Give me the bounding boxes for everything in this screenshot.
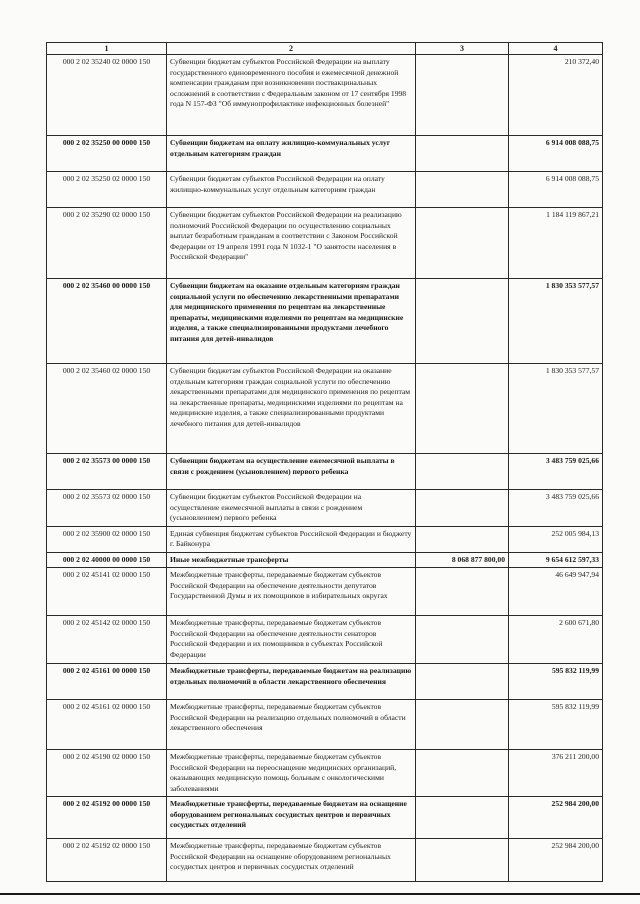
amount-col3-cell xyxy=(416,750,509,797)
amount-col4-cell: 1 830 353 577,57 xyxy=(509,364,603,454)
table-row xyxy=(47,136,603,172)
item-name-cell: Межбюджетные трансферты, передаваемые бюджетам субъектов Российской Федерации на обеспечение деятельности депутатов Государственной Думы и их помощников в избирательных округах xyxy=(167,568,416,616)
amount-col4-cell: 6 914 008 088,75 xyxy=(509,172,603,208)
column-header-1: 1 xyxy=(47,43,167,55)
table-row xyxy=(47,664,603,700)
amount-col4-cell: 595 832 119,99 xyxy=(509,700,603,750)
budget-code-cell: 000 2 02 35460 02 0000 150 xyxy=(47,364,167,454)
budget-code-cell: 000 2 02 45192 00 0000 150 xyxy=(47,797,167,839)
amount-col3-cell xyxy=(416,454,509,490)
amount-col3-cell xyxy=(416,797,509,839)
amount-col4-cell: 210 372,40 xyxy=(509,55,603,136)
table-row xyxy=(47,172,603,208)
budget-code-cell: 000 2 02 35900 02 0000 150 xyxy=(47,526,167,552)
amount-col4-cell: 595 832 119,99 xyxy=(509,664,603,700)
budget-code-cell: 000 2 02 35250 00 0000 150 xyxy=(47,136,167,172)
item-name-cell: Субвенции бюджетам субъектов Российской Федерации на выплату государственного единовременного пособия и ежемесячной денежной компенсации гражданам при возникновении поствакцинальных осложнений в соответствии с Федеральным законом от 17 сентября 1998 года N 157-ФЗ "Об иммунопрофилактике инфекционных болезней" xyxy=(167,55,416,136)
budget-code-cell: 000 2 02 35240 02 0000 150 xyxy=(47,55,167,136)
table-row xyxy=(47,568,603,616)
scan-edge-line xyxy=(0,893,640,895)
amount-col4-cell: 1 184 119 867,21 xyxy=(509,208,603,279)
budget-code-cell: 000 2 02 45142 02 0000 150 xyxy=(47,616,167,664)
item-name-cell: Межбюджетные трансферты, передаваемые бюджетам на реализацию отдельных полномочий в области лекарственного обеспечения xyxy=(167,664,416,700)
budget-code-cell: 000 2 02 40000 00 0000 150 xyxy=(47,552,167,568)
amount-col4-cell: 252 984 200,00 xyxy=(509,797,603,839)
budget-code-cell: 000 2 02 45161 02 0000 150 xyxy=(47,700,167,750)
amount-col3-cell xyxy=(416,55,509,136)
amount-col3-cell xyxy=(416,172,509,208)
amount-col3-cell xyxy=(416,364,509,454)
item-name-cell: Субвенции бюджетам на осуществление ежемесячной выплаты в связи с рождением (усыновлением) первого ребенка xyxy=(167,454,416,490)
budget-code-cell: 000 2 02 45192 02 0000 150 xyxy=(47,839,167,882)
budget-code-cell: 000 2 02 35460 00 0000 150 xyxy=(47,279,167,364)
table-row xyxy=(47,55,603,136)
item-name-cell: Субвенции бюджетам на оказание отдельным категориям граждан социальной услуги по обеспечению лекарственными препаратами для медицинского применения по рецептам на лекарственные препараты, медицинскими изделиями по рецептам на медицинские изделия, а также специализированными продуктами лечебного питания для детей-инвалидов xyxy=(167,279,416,364)
amount-col4-cell: 3 483 759 025,66 xyxy=(509,490,603,527)
amount-col3-cell xyxy=(416,136,509,172)
budget-revenue-table xyxy=(46,42,603,882)
item-name-cell: Субвенции бюджетам субъектов Российской Федерации на оплату жилищно-коммунальных услуг отдельным категориям граждан xyxy=(167,172,416,208)
amount-col3-cell xyxy=(416,664,509,700)
amount-col3-cell xyxy=(416,526,509,552)
column-header-3: 3 xyxy=(416,43,509,55)
amount-col4-cell: 2 600 671,80 xyxy=(509,616,603,664)
amount-col3-cell xyxy=(416,700,509,750)
item-name-cell: Межбюджетные трансферты, передаваемые бюджетам субъектов Российской Федерации на обеспечение деятельности сенаторов Российской Федерации и их помощников в субъектах Российской Федерации xyxy=(167,616,416,664)
item-name-cell: Межбюджетные трансферты, передаваемые бюджетам субъектов Российской Федерации на реализацию отдельных полномочий в области лекарственного обеспечения xyxy=(167,700,416,750)
item-name-cell: Иные межбюджетные трансферты xyxy=(167,552,416,568)
item-name-cell: Субвенции бюджетам на оплату жилищно-коммунальных услуг отдельным категориям граждан xyxy=(167,136,416,172)
budget-code-cell: 000 2 02 35290 02 0000 150 xyxy=(47,208,167,279)
item-name-cell: Межбюджетные трансферты, передаваемые бюджетам субъектов Российской Федерации на переоснащение медицинских организаций, оказывающих медицинскую помощь больным с онкологическими заболеваниями xyxy=(167,750,416,797)
budget-code-cell: 000 2 02 45190 02 0000 150 xyxy=(47,750,167,797)
budget-code-cell: 000 2 02 35250 02 0000 150 xyxy=(47,172,167,208)
table-row xyxy=(47,552,603,568)
item-name-cell: Субвенции бюджетам субъектов Российской Федерации на осуществление ежемесячной выплаты в связи с рождением (усыновлением) первого ребенка xyxy=(167,490,416,527)
amount-col3-cell xyxy=(416,839,509,882)
table-row xyxy=(47,490,603,527)
amount-col3-cell xyxy=(416,568,509,616)
item-name-cell: Межбюджетные трансферты, передаваемые бюджетам на оснащение оборудованием региональных сосудистых центров и первичных сосудистых отделений xyxy=(167,797,416,839)
budget-code-cell: 000 2 02 35573 02 0000 150 xyxy=(47,490,167,527)
table-row xyxy=(47,616,603,664)
table-header-row xyxy=(47,43,603,55)
table-row xyxy=(47,364,603,454)
amount-col4-cell: 3 483 759 025,66 xyxy=(509,454,603,490)
amount-col3-cell xyxy=(416,490,509,527)
item-name-cell: Субвенции бюджетам субъектов Российской Федерации на оказание отдельным категориям граждан социальной услуги по обеспечению лекарственными препаратами для медицинского применения по рецептам на лекарственные препараты, медицинскими изделиями по рецептам на медицинские изделия, а также специализированными продуктами лечебного питания для детей-инвалидов xyxy=(167,364,416,454)
amount-col4-cell: 252 984 200,00 xyxy=(509,839,603,882)
table-row xyxy=(47,700,603,750)
amount-col4-cell: 252 005 984,13 xyxy=(509,526,603,552)
table-row xyxy=(47,750,603,797)
amount-col4-cell: 46 649 947,94 xyxy=(509,568,603,616)
item-name-cell: Единая субвенция бюджетам субъектов Российской Федерации и бюджету г. Байконура xyxy=(167,526,416,552)
table-row xyxy=(47,454,603,490)
amount-col3-cell xyxy=(416,279,509,364)
table-row xyxy=(47,797,603,839)
table-row xyxy=(47,526,603,552)
amount-col4-cell: 1 830 353 577,57 xyxy=(509,279,603,364)
table-row xyxy=(47,279,603,364)
amount-col3-cell xyxy=(416,208,509,279)
column-header-4: 4 xyxy=(509,43,603,55)
table-row xyxy=(47,839,603,882)
table-row xyxy=(47,208,603,279)
amount-col4-cell: 6 914 008 088,75 xyxy=(509,136,603,172)
item-name-cell: Субвенции бюджетам субъектов Российской Федерации на реализацию полномочий Российской Федерации по осуществлению социальных выплат безработным гражданам в соответствии с Законом Российской Федерации от 19 апреля 1991 года N 1032-1 "О занятости населения в Российской Федерации" xyxy=(167,208,416,279)
column-header-2: 2 xyxy=(167,43,416,55)
amount-col4-cell: 376 211 200,00 xyxy=(509,750,603,797)
amount-col3-cell xyxy=(416,616,509,664)
budget-code-cell: 000 2 02 45141 02 0000 150 xyxy=(47,568,167,616)
item-name-cell: Межбюджетные трансферты, передаваемые бюджетам субъектов Российской Федерации на оснащение оборудованием региональных сосудистых центров и первичных сосудистых отделений xyxy=(167,839,416,882)
amount-col3-cell: 8 068 877 800,00 xyxy=(416,552,509,568)
budget-code-cell: 000 2 02 35573 00 0000 150 xyxy=(47,454,167,490)
budget-code-cell: 000 2 02 45161 00 0000 150 xyxy=(47,664,167,700)
amount-col4-cell: 9 654 612 597,33 xyxy=(509,552,603,568)
